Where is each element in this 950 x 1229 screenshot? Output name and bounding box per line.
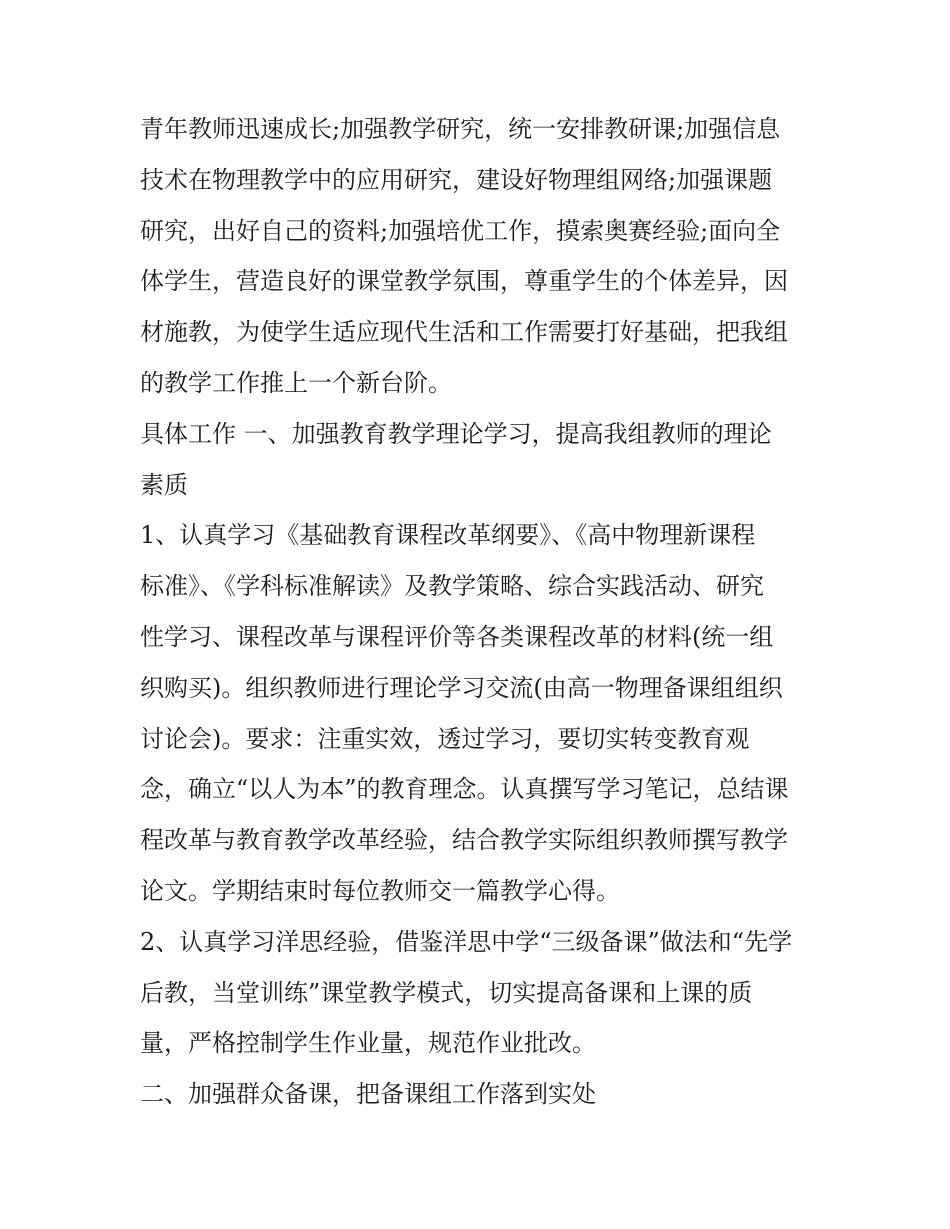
text-line-3: 研究，出好自己的资料;加强培优工作，摸索奥赛经验;面向全 [140, 216, 781, 245]
text-line-6: 的教学工作推上一个新台阶。 [140, 368, 452, 397]
item-2-line-3: 量，严格控制学生作业量，规范作业批改。 [140, 1029, 596, 1058]
section-heading-line-2: 素质 [140, 470, 188, 499]
item-1-line-5: 讨论会)。要求：注重实效，透过学习，要切实转变教育观 [140, 724, 750, 753]
item-1-line-2: 标准》、《学科标准解读》及教学策略、综合实践活动、研究 [140, 572, 764, 601]
item-1-line-1: 1、认真学习《基础教育课程改革纲要》、《高中物理新课程 [140, 521, 756, 550]
item-1-line-4: 织购买)。组织教师进行理论学习交流(由高一物理备课组组织 [140, 673, 783, 702]
item-1-line-7: 程改革与教育教学改革经验，结合教学实际组织教师撰写教学 [140, 826, 788, 855]
section-2-heading: 二、加强群众备课，把备课组工作落到实处 [140, 1080, 596, 1109]
section-heading-line-1: 具体工作 一、加强教育教学理论学习，提高我组教师的理论 [140, 419, 772, 448]
text-line-1: 青年教师迅速成长;加强教学研究，统一安排教研课;加强信息 [140, 115, 781, 143]
item-1-line-8: 论文。学期结束时每位教师交一篇教学心得。 [140, 876, 620, 905]
item-2-line-2: 后教，当堂训练”课堂教学模式，切实提高备课和上课的质 [140, 978, 753, 1007]
text-line-4: 体学生，营造良好的课堂教学氛围，尊重学生的个体差异，因 [140, 267, 788, 296]
item-2-line-1: 2、认真学习洋思经验，借鉴洋思中学“三级备课”做法和“先学 [140, 927, 793, 956]
item-1-line-6: 念，确立“以人为本”的教育理念。认真撰写学习笔记，总结课 [140, 775, 789, 804]
text-line-5: 材施教，为使学生适应现代生活和工作需要打好基础，把我组 [140, 318, 788, 347]
text-line-2: 技术在物理教学中的应用研究，建设好物理组网络;加强课题 [140, 165, 773, 194]
item-1-line-3: 性学习、课程改革与课程评价等各类课程改革的材料(统一组 [140, 622, 774, 651]
body-text [140, 104, 820, 1120]
